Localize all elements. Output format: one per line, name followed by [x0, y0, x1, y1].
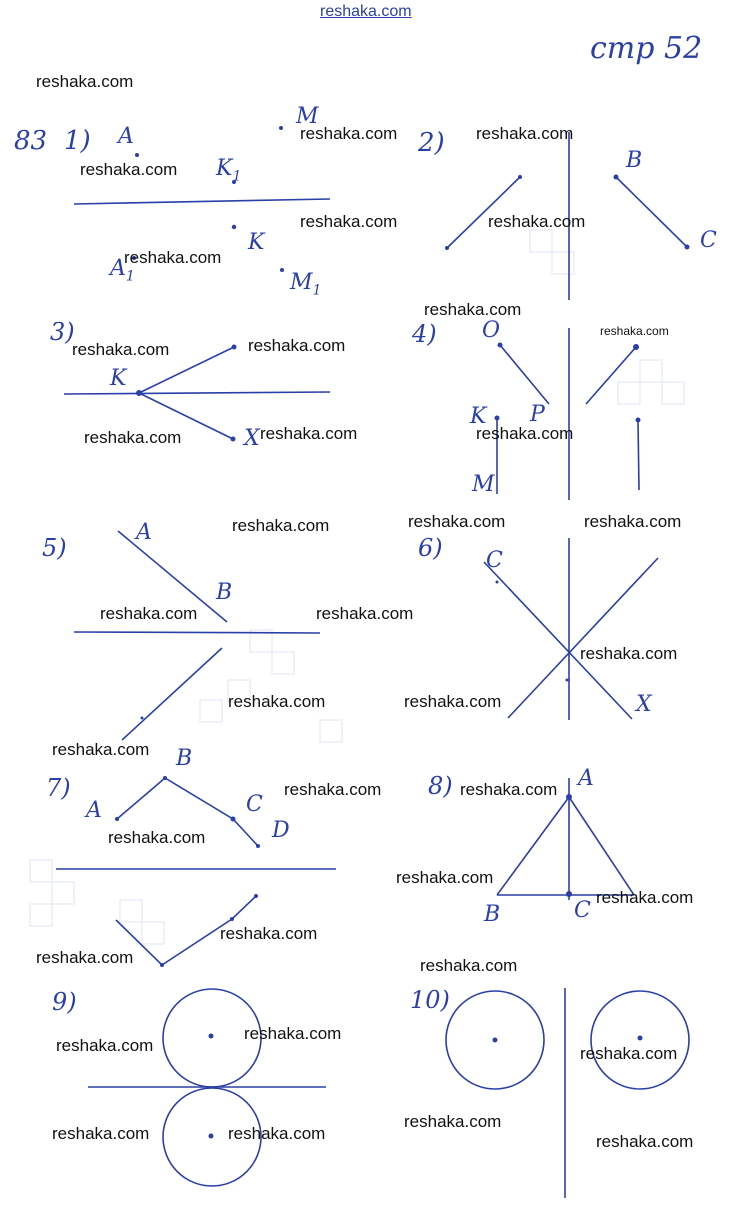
watermark: reshaka.com	[424, 300, 522, 319]
label-k: K	[470, 404, 487, 429]
label-a1: $A_1$	[110, 256, 135, 285]
segment-bc	[616, 177, 687, 247]
watermark: reshaka.com	[36, 948, 134, 967]
watermark: reshaka.com	[220, 924, 318, 943]
figure-4	[495, 328, 641, 500]
label-a: A	[136, 520, 152, 545]
watermark: reshaka.com	[84, 428, 182, 447]
watermark: reshaka.com	[228, 692, 326, 711]
watermark: reshaka.com	[232, 516, 330, 535]
label-b: B	[626, 148, 643, 173]
watermark: reshaka.com	[228, 1124, 326, 1143]
segment-o	[500, 345, 549, 404]
watermark: reshaka.com	[404, 1112, 502, 1131]
axis-line	[74, 632, 320, 633]
label-k: K	[248, 230, 265, 255]
watermark: reshaka.com	[596, 1132, 694, 1151]
figure-10	[446, 988, 689, 1198]
watermark: reshaka.com	[476, 424, 574, 443]
label-b: B	[176, 746, 193, 771]
label-x: X	[244, 426, 260, 451]
label-c: C	[246, 792, 263, 817]
figure-9	[88, 989, 326, 1186]
watermark: reshaka.com	[488, 212, 586, 231]
part-label-8: 8)	[428, 772, 453, 800]
watermark: reshaka.com	[404, 692, 502, 711]
watermark: reshaka.com	[244, 1024, 342, 1043]
watermark: reshaka.com	[36, 72, 134, 91]
watermark: reshaka.com	[300, 212, 398, 231]
line-cx	[484, 562, 632, 719]
label-d: D	[272, 818, 290, 843]
watermark: reshaka.com	[300, 124, 398, 143]
watermark: reshaka.com	[284, 780, 382, 799]
label-b: B	[484, 902, 501, 927]
watermark: reshaka.com	[108, 828, 206, 847]
point-m1	[280, 268, 284, 272]
label-o: O	[482, 318, 501, 343]
watermark: reshaka.com	[600, 324, 669, 338]
segment-p-mirror	[638, 420, 639, 490]
watermark: reshaka.com	[52, 740, 150, 759]
axis-line	[74, 199, 330, 204]
watermark: reshaka.com	[316, 604, 414, 623]
site-header-link[interactable]: reshaka.com	[320, 3, 412, 20]
side-ab	[497, 797, 569, 895]
exercise-number: 83	[14, 126, 48, 156]
watermark: reshaka.com	[100, 604, 198, 623]
label-p: P	[530, 402, 545, 427]
label-k: K	[110, 366, 127, 391]
part-label-1: 1)	[64, 126, 91, 156]
watermark: reshaka.com	[420, 956, 518, 975]
segment-mirror	[586, 347, 636, 404]
part-label-10: 10)	[410, 986, 450, 1014]
label-x: X	[636, 692, 652, 717]
label-c: C	[700, 228, 717, 253]
watermark: reshaka.com	[396, 868, 494, 887]
watermark: reshaka.com	[248, 336, 346, 355]
watermark: reshaka.com	[460, 780, 558, 799]
label-c: C	[574, 898, 591, 923]
watermark: reshaka.com	[260, 424, 358, 443]
label-a: A	[118, 124, 134, 149]
part-label-2: 2)	[418, 128, 445, 158]
point-m	[279, 126, 283, 130]
watermark: reshaka.com	[476, 124, 574, 143]
watermark: reshaka.com	[580, 644, 678, 663]
watermark: reshaka.com	[584, 512, 682, 531]
part-label-5: 5)	[42, 534, 67, 562]
part-label-3: 3)	[50, 318, 75, 346]
label-c: C	[486, 548, 503, 573]
watermark: reshaka.com	[52, 1124, 150, 1143]
side-ac-image	[569, 797, 634, 895]
label-m: M	[296, 104, 319, 129]
label-m1: $M_1$	[290, 270, 322, 299]
part-label-7: 7)	[46, 774, 71, 802]
axis-line	[64, 392, 330, 394]
label-a: A	[86, 798, 102, 823]
part-label-4: 4)	[412, 320, 437, 348]
label-k1: $K_1$	[216, 156, 242, 185]
watermark: reshaka.com	[72, 340, 170, 359]
watermark: reshaka.com	[596, 888, 694, 907]
point-k	[232, 225, 236, 229]
label-m: M	[472, 472, 495, 497]
point-a	[135, 153, 139, 157]
part-label-6: 6)	[418, 534, 443, 562]
watermark: reshaka.com	[56, 1036, 154, 1055]
watermark: reshaka.com	[408, 512, 506, 531]
watermark: reshaka.com	[580, 1044, 678, 1063]
label-a: A	[578, 766, 594, 791]
label-b: B	[216, 580, 233, 605]
figure-6	[484, 538, 658, 720]
page-number-label: стр 52	[590, 31, 703, 66]
watermark: reshaka.com	[80, 160, 178, 179]
watermark: reshaka.com	[124, 248, 222, 267]
part-label-9: 9)	[52, 988, 77, 1016]
segment-image	[122, 648, 222, 740]
